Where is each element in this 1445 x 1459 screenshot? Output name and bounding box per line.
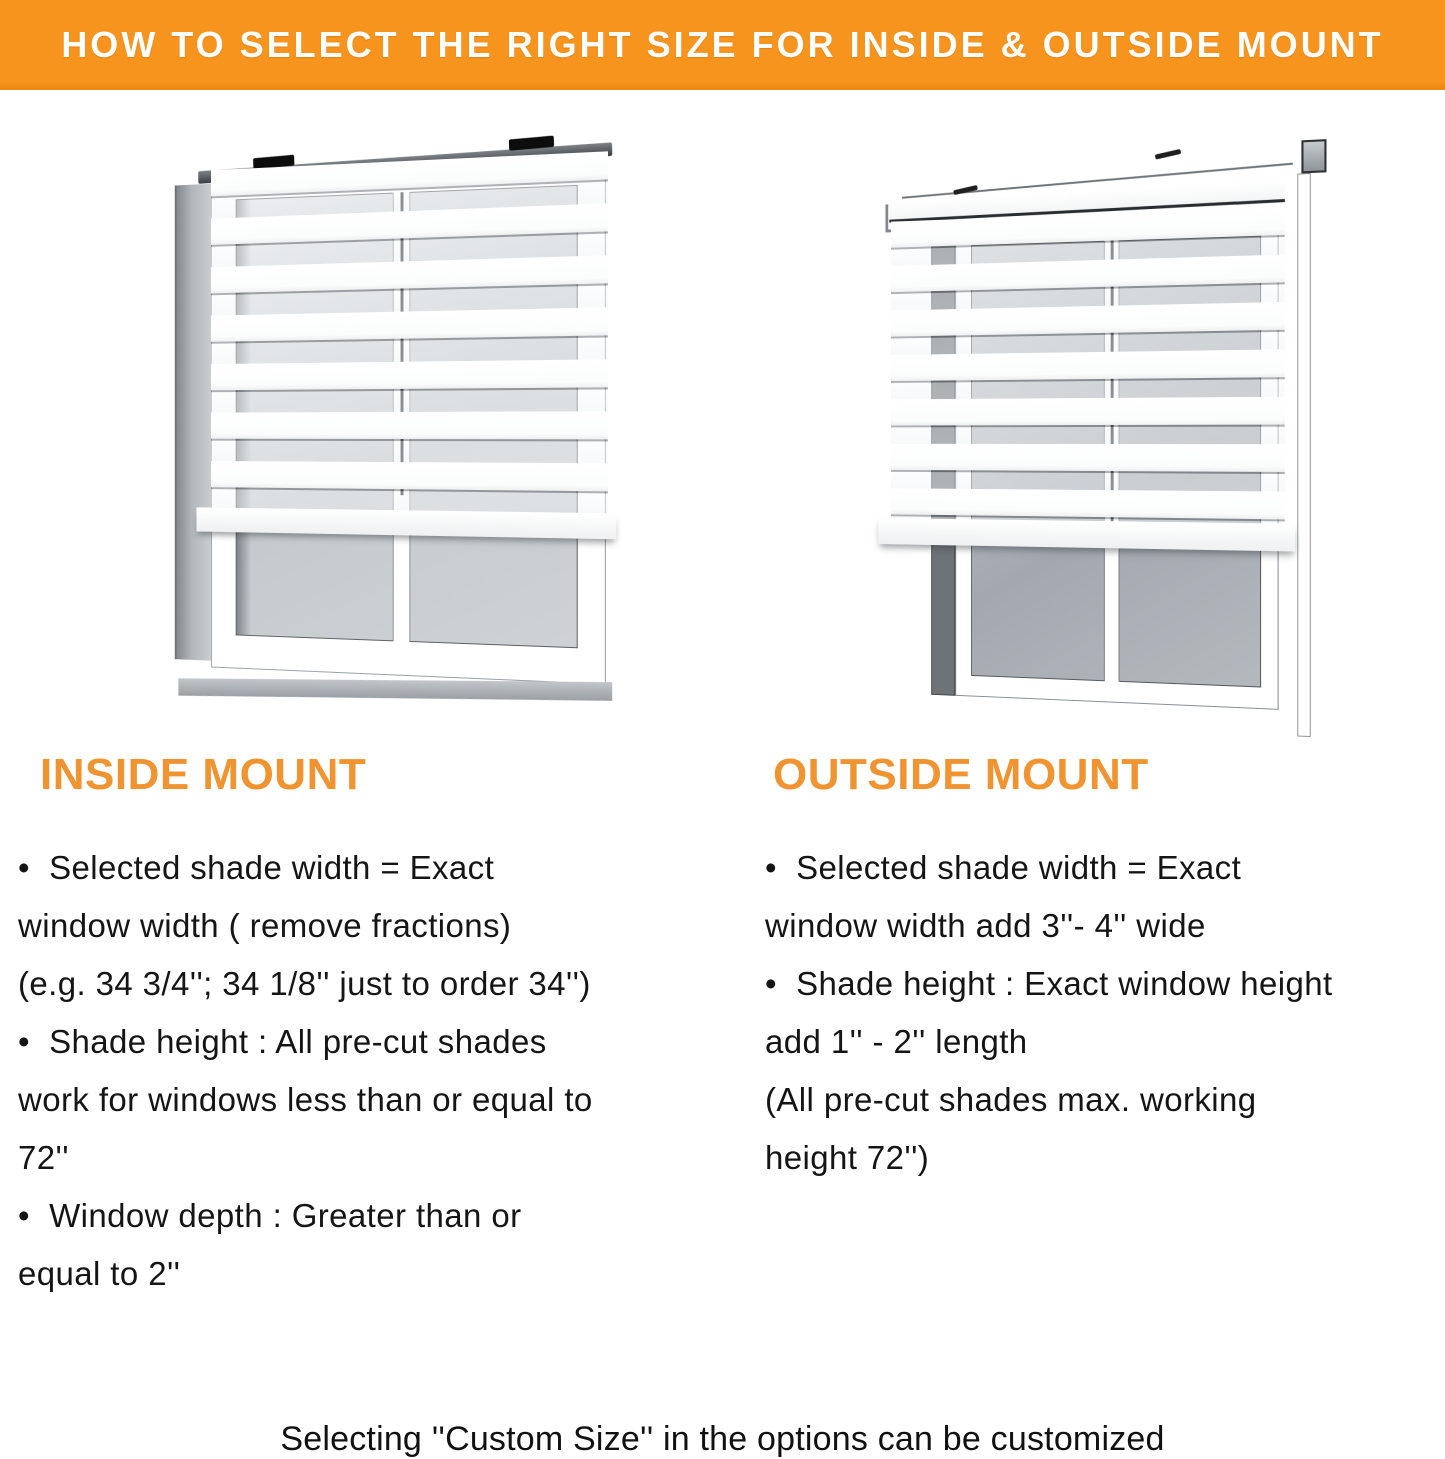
text-line: 72'' (18, 1139, 69, 1176)
wall-bracket-mark (953, 185, 978, 195)
zebra-shade (211, 151, 608, 513)
inside-mount-heading: INSIDE MOUNT (40, 750, 367, 799)
text-line: • Selected shade width = Exact (765, 849, 1242, 886)
banner-title: HOW TO SELECT THE RIGHT SIZE FOR INSIDE & OUTSIDE MOUNT (61, 24, 1384, 65)
text-line: • Selected shade width = Exact (18, 849, 495, 886)
outside-mount-illustration (860, 146, 1336, 731)
text-line: window width add 3''- 4'' wide (765, 907, 1206, 944)
banner (0, 0, 1445, 90)
text-line: (All pre-cut shades max. working (765, 1081, 1257, 1118)
text-line: • Shade height : Exact window height (765, 965, 1333, 1002)
text-line: equal to 2'' (18, 1255, 181, 1292)
custom-size-note: Selecting ''Custom Size'' in the options can be customized (280, 1420, 1165, 1458)
shade-side-rail (1297, 173, 1311, 737)
text-line: • Shade height : All pre-cut shades (18, 1023, 547, 1060)
text-line: (e.g. 34 3/4''; 34 1/8'' just to order 34'') (18, 965, 591, 1002)
text-line: window width ( remove fractions) (18, 907, 512, 944)
outside-mount-heading: OUTSIDE MOUNT (773, 750, 1149, 799)
window-left-jamb (175, 184, 211, 661)
zebra-shade (891, 207, 1285, 523)
outside-mount-text (765, 839, 1433, 1187)
text-line: add 1'' - 2'' length (765, 1023, 1028, 1060)
text-line: height 72'') (765, 1139, 930, 1176)
inside-mount-text (18, 839, 730, 1303)
wall-corner-mark (886, 204, 889, 231)
text-line: • Window depth : Greater than or (18, 1197, 522, 1234)
wall-bracket-mark (1155, 149, 1181, 160)
inside-mount-illustration (158, 150, 610, 710)
text-line: work for windows less than or equal to (18, 1081, 593, 1118)
window-sill-strip (178, 678, 612, 700)
inside-mount-scene (173, 139, 612, 722)
outside-mount-scene (875, 134, 1339, 742)
corner-mounting-bracket (1301, 139, 1326, 173)
